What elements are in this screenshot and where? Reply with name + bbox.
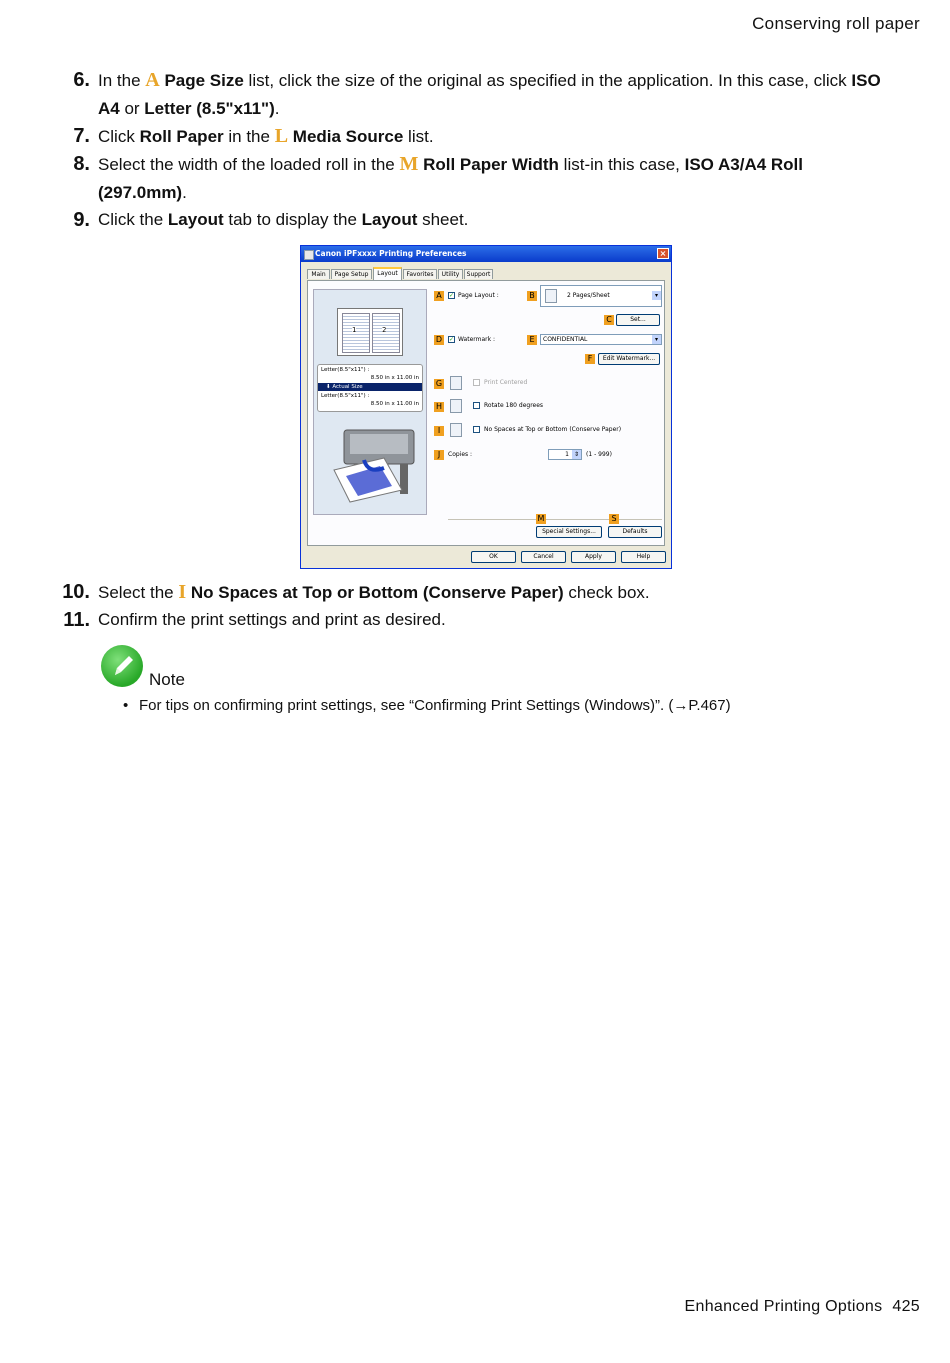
- chevron-down-icon: ▾: [652, 335, 661, 344]
- tab-favorites[interactable]: Favorites: [403, 269, 437, 279]
- running-header: Conserving roll paper: [752, 14, 920, 33]
- cancel-button[interactable]: Cancel: [521, 551, 566, 563]
- copies-label: Copies :: [448, 451, 473, 458]
- step-number: 7.: [73, 125, 90, 147]
- edit-watermark-button[interactable]: Edit Watermark...: [598, 353, 660, 365]
- preview-page: 1: [342, 313, 370, 353]
- apply-button[interactable]: Apply: [571, 551, 616, 563]
- callout-h: H: [435, 402, 442, 411]
- key-letter: I: [178, 581, 187, 603]
- close-button[interactable]: ×: [657, 248, 669, 259]
- print-centered-icon: [450, 376, 462, 390]
- watermark-checkbox[interactable]: ✓: [449, 336, 455, 343]
- callout-j: J: [434, 450, 444, 460]
- callout-b: B: [527, 291, 537, 301]
- rotate-checkbox[interactable]: [473, 402, 480, 409]
- callout-c: C: [604, 315, 614, 325]
- note-label: Note: [149, 670, 185, 689]
- callout-s: S: [609, 514, 619, 524]
- chevron-down-icon: ▾: [652, 291, 661, 300]
- divider: [448, 519, 662, 520]
- callout-a: A: [434, 291, 444, 301]
- tab-utility[interactable]: Utility: [438, 269, 463, 279]
- step-number: 11.: [63, 609, 90, 631]
- no-spaces-checkbox[interactable]: [473, 426, 480, 433]
- dialog-titlebar: [301, 246, 671, 262]
- step-number: 6.: [73, 69, 90, 91]
- step-7: 7. Click Roll Paper in the L Media Source list.: [56, 122, 896, 151]
- defaults-button[interactable]: Defaults: [608, 526, 662, 538]
- printing-preferences-dialog: [300, 245, 672, 569]
- callout-i: I: [434, 426, 444, 436]
- layout-thumbnail-icon: [545, 289, 557, 303]
- copies-range: (1 - 999): [586, 451, 612, 458]
- set-button[interactable]: Set...: [616, 314, 660, 326]
- callout-f: F: [585, 354, 595, 364]
- callout-e: E: [527, 335, 537, 345]
- step-10: 10. Select the I No Spaces at Top or Bottom (Conserve Paper) check box.: [56, 578, 896, 607]
- step-9: 9. Click the Layout tab to display the Layout sheet.: [56, 206, 896, 234]
- step-6: 6. In the A Page Size list, click the size of the original as specified in the application. In this case, click ISO A4 or Letter (8.5"x11").: [56, 66, 896, 123]
- copies-spinner[interactable]: 1 ⇕: [548, 449, 582, 460]
- rotate-icon: [450, 399, 462, 413]
- running-footer: [685, 1298, 920, 1316]
- ok-button[interactable]: OK: [471, 551, 516, 563]
- paper-size-info: Letter(8.5"x11") : 8.50 in x 11.00 in ⬇ Actual Size Letter(8.5"x11") : 8.50 in x 11.00 in: [317, 364, 423, 412]
- tab-layout[interactable]: Layout: [373, 267, 402, 280]
- rotate-label: Rotate 180 degrees: [484, 402, 544, 409]
- step-number: 9.: [73, 209, 90, 231]
- step-8: 8. Select the width of the loaded roll in the M Roll Paper Width list-in this case, ISO A3/A4 Roll (297.0mm).: [56, 150, 896, 207]
- page-layout-dropdown[interactable]: 2 Pages/Sheet ▾: [540, 285, 662, 307]
- step-number: 10.: [62, 581, 90, 603]
- step-11: 11. Confirm the print settings and print as desired.: [56, 606, 896, 634]
- callout-d: D: [435, 335, 443, 344]
- pencil-note-icon: [101, 645, 143, 687]
- no-spaces-label: No Spaces at Top or Bottom (Conserve Paper): [484, 426, 622, 433]
- spinner-arrows-icon[interactable]: ⇕: [573, 451, 580, 458]
- preview-page: 2: [372, 313, 400, 353]
- page-layout-checkbox[interactable]: ✓: [449, 292, 455, 299]
- print-centered-label: Print Centered: [484, 379, 528, 386]
- tab-page-setup[interactable]: Page Setup: [331, 269, 372, 279]
- note-bullet: • For tips on confirming print settings, see “Confirming Print Settings (Windows)”. (→P.467): [123, 697, 731, 714]
- watermark-dropdown[interactable]: CONFIDENTIAL ▾: [540, 334, 662, 345]
- actual-size-row: ⬇ Actual Size: [318, 383, 422, 391]
- key-letter: A: [145, 69, 160, 91]
- key-letter: M: [399, 153, 419, 175]
- step-number: 8.: [73, 153, 90, 175]
- page-number: 425: [892, 1298, 920, 1315]
- settings-preview: [313, 289, 427, 515]
- key-letter: L: [274, 125, 289, 147]
- dialog-title: Canon iPFxxxx Printing Preferences: [315, 249, 467, 258]
- help-button[interactable]: Help: [621, 551, 666, 563]
- layout-sheet: [307, 280, 665, 546]
- special-settings-button[interactable]: Special Settings...: [536, 526, 602, 538]
- page-layout-label: Page Layout :: [458, 292, 499, 299]
- callout-g: G: [435, 379, 443, 388]
- page-layout-preview: [337, 308, 403, 356]
- tab-support[interactable]: Support: [464, 269, 493, 279]
- callout-m: M: [537, 514, 545, 523]
- watermark-label: Watermark :: [458, 336, 496, 343]
- tab-main[interactable]: Main: [307, 269, 330, 279]
- printer-illustration: [324, 424, 424, 504]
- print-centered-checkbox[interactable]: [473, 379, 480, 386]
- chapter-title: Enhanced Printing Options: [684, 1298, 883, 1315]
- printer-app-icon: [304, 250, 314, 260]
- conserve-paper-icon: [450, 423, 462, 437]
